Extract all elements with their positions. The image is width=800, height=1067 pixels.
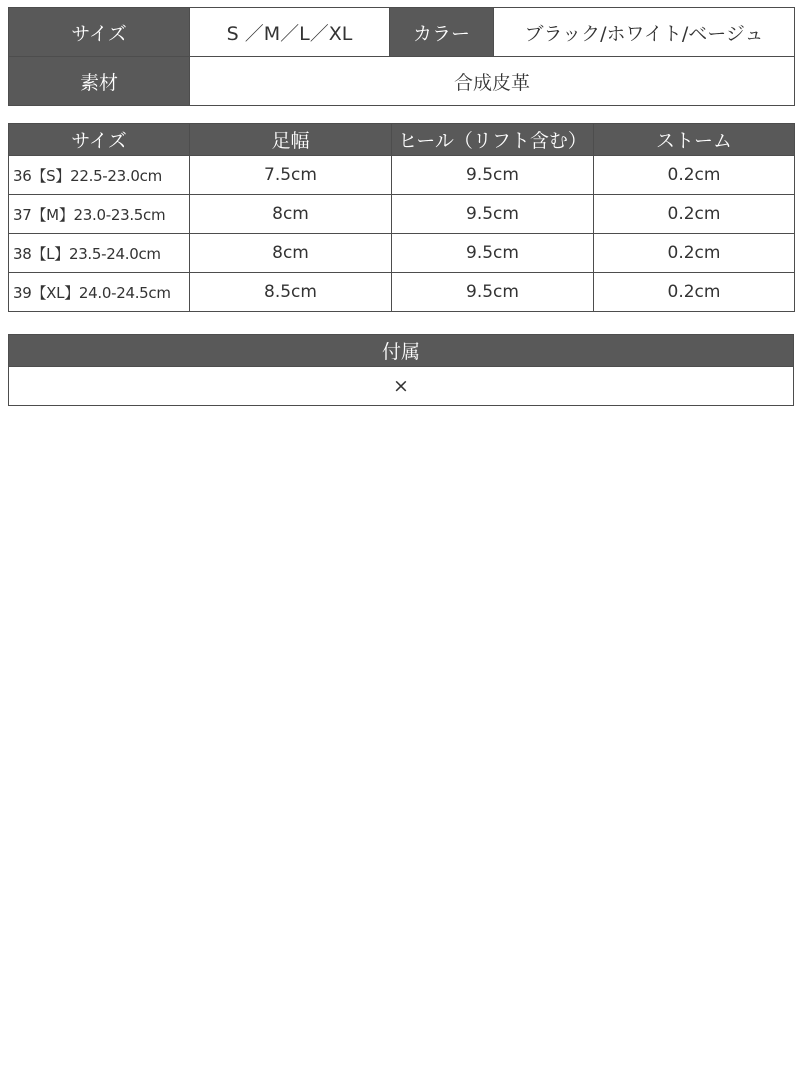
size-table-header <box>9 124 795 156</box>
storm-cell: 0.2cm <box>594 234 795 273</box>
header-heel: ヒール（リフト含む） <box>392 124 594 156</box>
accessories-value: × <box>9 367 794 406</box>
size-cell: 39【XL】24.0-24.5cm <box>9 273 190 312</box>
accessories-value-row <box>9 367 794 406</box>
heel-cell: 9.5cm <box>392 195 594 234</box>
spec-table <box>8 7 795 106</box>
foot-width-cell: 8cm <box>190 234 392 273</box>
storm-cell: 0.2cm <box>594 195 795 234</box>
foot-width-cell: 8cm <box>190 195 392 234</box>
size-table <box>8 123 795 312</box>
accessories-header-row <box>9 335 794 367</box>
header-size: サイズ <box>9 124 190 156</box>
size-cell: 38【L】23.5-24.0cm <box>9 234 190 273</box>
foot-width-cell: 7.5cm <box>190 156 392 195</box>
table-row <box>9 273 795 312</box>
accessories-label: 付属 <box>9 335 794 367</box>
table-row <box>9 156 795 195</box>
color-value: ブラック/ホワイト/ベージュ <box>494 8 795 57</box>
heel-cell: 9.5cm <box>392 234 594 273</box>
material-label: 素材 <box>9 57 190 106</box>
spec-row-material <box>9 57 795 106</box>
header-foot-width: 足幅 <box>190 124 392 156</box>
spec-row-size-color <box>9 8 795 57</box>
header-storm: ストーム <box>594 124 795 156</box>
size-cell: 36【S】22.5-23.0cm <box>9 156 190 195</box>
size-value: S ／M／L／XL <box>190 8 390 57</box>
foot-width-cell: 8.5cm <box>190 273 392 312</box>
table-row <box>9 195 795 234</box>
size-cell: 37【M】23.0-23.5cm <box>9 195 190 234</box>
storm-cell: 0.2cm <box>594 156 795 195</box>
color-label: カラー <box>390 8 494 57</box>
accessories-table <box>8 334 794 406</box>
size-label: サイズ <box>9 8 190 57</box>
heel-cell: 9.5cm <box>392 273 594 312</box>
heel-cell: 9.5cm <box>392 156 594 195</box>
material-value: 合成皮革 <box>190 57 795 106</box>
storm-cell: 0.2cm <box>594 273 795 312</box>
table-row <box>9 234 795 273</box>
